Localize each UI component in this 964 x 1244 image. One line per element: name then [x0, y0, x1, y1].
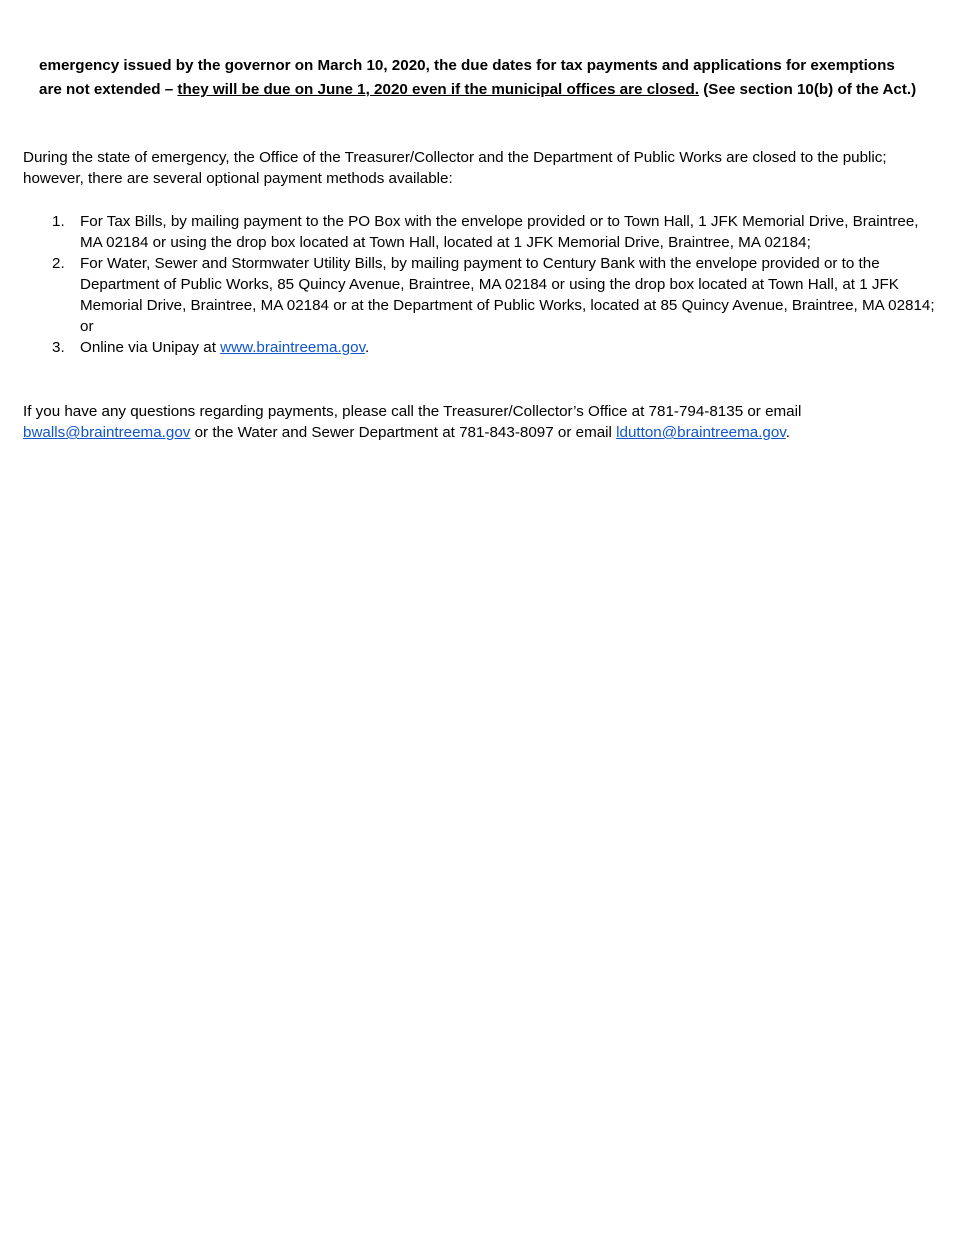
- contact-text-part3: .: [785, 424, 791, 441]
- contact-text-part2: or the Water and Sewer Department at 781-843-8097 or email: [190, 424, 617, 441]
- list-item-number: 1.: [52, 213, 65, 230]
- contact-paragraph: [23, 401, 933, 443]
- list-item-text: For Water, Sewer and Stormwater Utility Bills, by mailing payment to Century Bank with the envelope provided or to the Department of Public Works, 85 Quincy Avenue, Braintree, MA 02184 or using the drop box located at Town Hall, at 1 JFK Memorial Drive, Braintree, MA 02184 or at the Department of Public Works, located at 85 Quincy Avenue, Braintree, MA 02814; or: [80, 255, 935, 335]
- list-item-text: For Tax Bills, by mailing payment to the PO Box with the envelope provided or to Town Hall, 1 JFK Memorial Drive, Braintree, MA 02184 or using the drop box located at Town Hall, located at 1 JFK Memorial Drive, Braintree, MA 02184;: [80, 213, 919, 251]
- email-link-ldutton[interactable]: ldutton@braintreema.gov: [616, 424, 786, 441]
- notice-text-part1: emergency issued by the governor on March 10, 2020, the due dates for tax payments and applications for exemptions are not extended –: [39, 57, 895, 98]
- notice-paragraph: [39, 54, 919, 102]
- notice-text-part2: (See section 10(b) of the Act.): [699, 81, 917, 98]
- payment-methods-list: [52, 211, 944, 358]
- list-item-number: 3.: [52, 339, 65, 356]
- intro-paragraph: During the state of emergency, the Office of the Treasurer/Collector and the Department of Public Works are closed to the public; however, there are several optional payment methods available:: [23, 149, 887, 187]
- list-item: [52, 211, 944, 253]
- email-link-bwalls[interactable]: bwalls@braintreema.gov: [23, 424, 191, 441]
- list-item: [52, 337, 944, 358]
- notice-due-date-underlined: they will be due on June 1, 2020 even if the municipal offices are closed.: [177, 81, 700, 98]
- list-item-text-end: .: [365, 339, 370, 356]
- list-item: [52, 253, 944, 337]
- list-item-text: Online via Unipay at: [80, 339, 221, 356]
- contact-text-part1: If you have any questions regarding payments, please call the Treasurer/Collector’s Office at 781-794-8135 or email: [23, 403, 802, 420]
- website-link[interactable]: www.braintreema.gov: [220, 339, 366, 356]
- list-item-number: 2.: [52, 255, 65, 272]
